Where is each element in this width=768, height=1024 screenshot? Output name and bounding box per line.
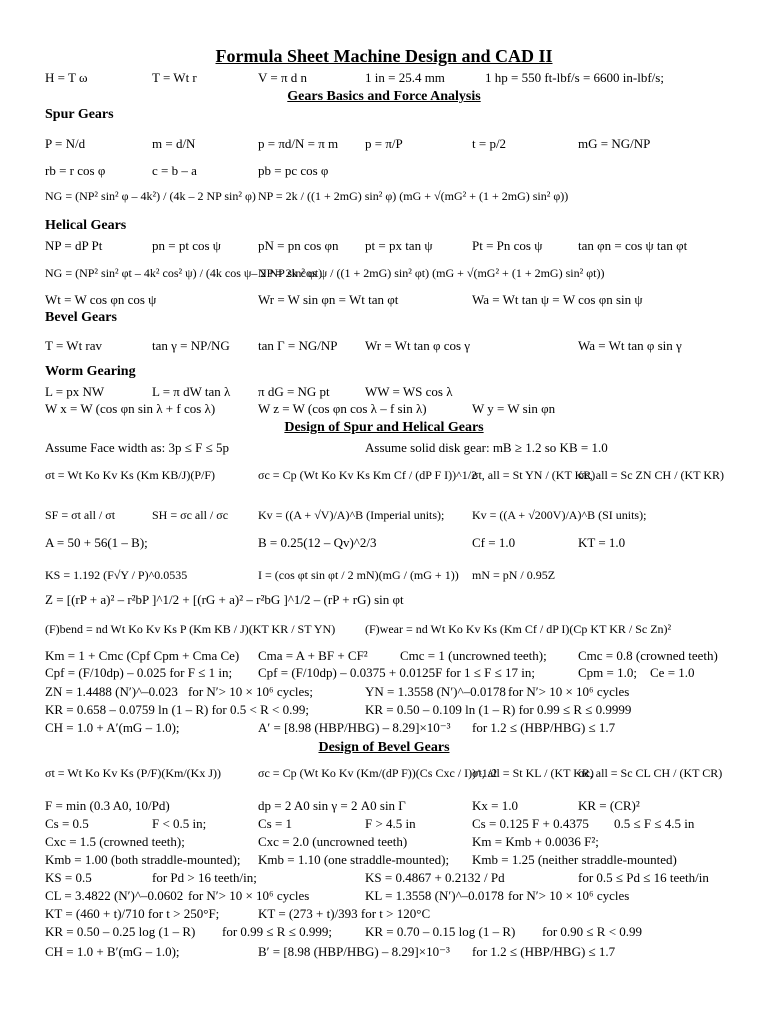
formula-cpm: Cpm = 1.0; bbox=[578, 665, 637, 680]
formula-bevel-torque: T = Wt rav bbox=[45, 338, 103, 353]
formula-allowable-contact: σc, all = Sc ZN CH / (KT KR) bbox=[578, 468, 724, 482]
formula-bevel-bending-stress: σt = Wt Ko Kv Ks (P/F)(Km/(Kx J)) bbox=[45, 766, 222, 780]
formula-kmb-both: Kmb = 1.00 (both straddle-mounted); bbox=[45, 852, 241, 867]
formula-km: Km = 1 + Cmc (Cpf Cpm + Cma Ce) bbox=[45, 648, 240, 663]
formula-wy: W y = W sin φn bbox=[472, 401, 556, 416]
condition-yn: for N′> 10 × 10⁶ cycles bbox=[508, 684, 630, 699]
formula-np-helical: NP = 2k cos ψ / ((1 + 2mG) sin² φt) (mG + √(mG² + (1 + 2mG) sin² φt)) bbox=[258, 266, 605, 280]
formula-wx: W x = W (cos φn sin λ + f cos λ) bbox=[45, 401, 216, 416]
formula-base-pitch: pb = pc cos φ bbox=[258, 163, 329, 178]
condition-zn: for N′> 10 × 10⁶ cycles; bbox=[188, 684, 313, 699]
formula-cmc-uncrowned: Cmc = 1 (uncrowned teeth); bbox=[400, 648, 547, 663]
formula-diametral-pitch: P = N/d bbox=[45, 136, 86, 151]
formula-lead: L = px NW bbox=[45, 384, 105, 399]
formula-b: B = 0.25(12 – Qv)^2/3 bbox=[258, 535, 377, 550]
formula-cl: CL = 3.4822 (N′)^–0.0602 bbox=[45, 888, 184, 903]
formula-bevel-contact-stress: σc = Cp (Wt Ko Kv (Km/(dP F))(Cs Cxc / I))^1/2 bbox=[258, 766, 498, 780]
formula-a-prime: A′ = [8.98 (HBP/HBG) – 8.29]×10⁻³ bbox=[258, 720, 451, 735]
formula-kx: Kx = 1.0 bbox=[472, 798, 518, 813]
formula-kr-high: KR = 0.50 – 0.109 ln (1 – R) for 0.99 ≤ R ≤ 0.9999 bbox=[365, 702, 632, 717]
formula-np-spur: NP = 2k / ((1 + 2mG) sin² φ) (mG + √(mG² + (1 + 2mG) sin² φ)) bbox=[258, 189, 569, 203]
condition-cl: for N′> 10 × 10⁶ cycles bbox=[188, 888, 310, 903]
conversion-inch: 1 in = 25.4 mm bbox=[365, 70, 445, 85]
formula-kmb-neither: Kmb = 1.25 (neither straddle-mounted) bbox=[472, 852, 677, 867]
formula-ks-bevel-mid: KS = 0.4867 + 0.2132 / Pd bbox=[365, 870, 505, 885]
formula-power: H = T ω bbox=[45, 70, 88, 85]
formula-tangential-force: Wt = W cos φn cos ψ bbox=[45, 292, 157, 307]
formula-bevel-radial: Wr = Wt tan φ cos γ bbox=[365, 338, 471, 353]
formula-worm-gear-pitch: π dG = NG pt bbox=[258, 384, 330, 399]
formula-kt: KT = 1.0 bbox=[578, 535, 626, 550]
formula-kr-bevel-low: KR = 0.70 – 0.15 log (1 – R) bbox=[365, 924, 516, 939]
formula-ce: Ce = 1.0 bbox=[650, 665, 695, 680]
condition-kr-bevel-low: for 0.90 ≤ R < 0.99 bbox=[542, 924, 643, 939]
formula-zn: ZN = 1.4488 (N′)^–0.023 bbox=[45, 684, 178, 699]
formula-cf: Cf = 1.0 bbox=[472, 535, 516, 550]
formula-lead-angle: L = π dW tan λ bbox=[152, 384, 231, 399]
formula-bevel-allowable-bending: σt, all = St KL / (KT KR) bbox=[472, 766, 594, 780]
formula-kr-low: KR = 0.658 – 0.0759 ln (1 – R) for 0.5 < R < 0.99; bbox=[45, 702, 309, 717]
formula-kl: KL = 1.3558 (N′)^–0.0178 bbox=[365, 888, 504, 903]
formula-ng-spur: NG = (NP² sin² φ – 4k²) / (4k – 2 NP sin² φ) bbox=[45, 189, 256, 203]
section-gear-basics: Gears Basics and Force Analysis bbox=[287, 89, 481, 104]
formula-kt-celsius: KT = (273 + t)/393 for t > 120°C bbox=[258, 906, 431, 921]
condition-cs-small: F < 0.5 in; bbox=[152, 816, 207, 831]
formula-normal-base-pitch: pN = pn cos φn bbox=[258, 238, 339, 253]
condition-ks-bevel-mid: for 0.5 ≤ Pd ≤ 16 teeth/in bbox=[578, 870, 709, 885]
formula-bevel-axial: Wa = Wt tan φ sin γ bbox=[578, 338, 682, 353]
formula-kv-si: Kv = ((A + √200V)/A)^B (SI units); bbox=[472, 508, 647, 522]
condition-kl: for N′> 10 × 10⁶ cycles bbox=[508, 888, 630, 903]
formula-contact-length: Z = [(rP + a)² – r²bP ]^1/2 + [(rG + a)² – r²bG ]^1/2 – (rP + rG) sin φt bbox=[45, 592, 404, 607]
formula-kr-bevel-high: KR = 0.50 – 0.25 log (1 – R) bbox=[45, 924, 196, 939]
formula-gear-ratio: mG = NG/NP bbox=[578, 136, 651, 151]
formula-radial-force: Wr = W sin φn = Wt tan φt bbox=[258, 292, 399, 307]
formula-velocity: V = π d n bbox=[258, 70, 308, 85]
subheading-worm-gearing: Worm Gearing bbox=[45, 364, 136, 379]
formula-face-width: F = min (0.3 A0, 10/Pd) bbox=[45, 798, 170, 813]
formula-transverse-dp: Pt = Pn cos ψ bbox=[472, 238, 543, 253]
formula-cs-mid: Cs = 0.125 F + 0.4375 bbox=[472, 816, 589, 831]
condition-hardness-bevel: for 1.2 ≤ (HBP/HBG) ≤ 1.7 bbox=[472, 944, 616, 959]
formula-kv-imperial: Kv = ((A + √V)/A)^B (Imperial units); bbox=[258, 508, 445, 522]
formula-load-sharing: mN = pN / 0.95Z bbox=[472, 568, 556, 582]
formula-cpf-large: Cpf = (F/10dp) – 0.0375 + 0.0125F for 1 ≤ F ≤ 17 in; bbox=[258, 665, 536, 680]
subheading-spur-gears: Spur Gears bbox=[45, 107, 114, 122]
formula-transverse-pitch: pt = px tan ψ bbox=[365, 238, 433, 253]
formula-sf: SF = σt all / σt bbox=[45, 508, 116, 522]
formula-b-prime: B′ = [8.98 (HBP/HBG) – 8.29]×10⁻³ bbox=[258, 944, 450, 959]
formula-a: A = 50 + 56(1 – B); bbox=[45, 535, 148, 550]
formula-bevel-allowable-contact: σc, all = Sc CL CH / (KT CR) bbox=[578, 766, 723, 780]
formula-cxc-uncrowned: Cxc = 2.0 (uncrowned teeth) bbox=[258, 834, 408, 849]
condition-hardness: for 1.2 ≤ (HBP/HBG) ≤ 1.7 bbox=[472, 720, 616, 735]
formula-contact-stress: σc = Cp (Wt Ko Kv Ks Km Cf / (dP F I))^1/2 bbox=[258, 468, 478, 482]
formula-module: m = d/N bbox=[152, 136, 196, 151]
formula-ks: KS = 1.192 (F√Y / P)^0.0535 bbox=[45, 568, 188, 582]
subheading-bevel-gears: Bevel Gears bbox=[45, 310, 117, 325]
formula-cpf-small: Cpf = (F/10dp) – 0.025 for F ≤ 1 in; bbox=[45, 665, 233, 680]
formula-bend-force: (F)bend = nd Wt Ko Kv Ks P (Km KB / J)(KT KR / ST YN) bbox=[45, 622, 336, 636]
formula-ch-bevel: CH = 1.0 + B′(mG – 1.0); bbox=[45, 944, 180, 959]
formula-ks-bevel: KS = 0.5 bbox=[45, 870, 92, 885]
formula-axial-force: Wa = Wt tan ψ = W cos φn sin ψ bbox=[472, 292, 643, 307]
assumption-face-width: Assume Face width as: 3p ≤ F ≤ 5p bbox=[45, 440, 229, 455]
formula-helical-np: NP = dP Pt bbox=[45, 238, 103, 253]
formula-gear-angle: tan Γ = NG/NP bbox=[258, 338, 338, 353]
formula-circular-pitch: p = πd/N = π m bbox=[258, 136, 339, 151]
formula-worm-force: WW = WS cos λ bbox=[365, 384, 453, 399]
formula-cs-large: Cs = 1 bbox=[258, 816, 293, 831]
formula-cma: Cma = A + BF + CF² bbox=[258, 648, 368, 663]
formula-kr-bevel: KR = (CR)² bbox=[578, 798, 640, 813]
condition-cs-mid: 0.5 ≤ F ≤ 4.5 in bbox=[614, 816, 695, 831]
formula-tooth-thickness: t = p/2 bbox=[472, 136, 507, 151]
formula-normal-pitch: pn = pt cos ψ bbox=[152, 238, 221, 253]
formula-wz: W z = W (cos φn cos λ – f sin λ) bbox=[258, 401, 427, 416]
subheading-helical-gears: Helical Gears bbox=[45, 218, 127, 233]
condition-kr-bevel-high: for 0.99 ≤ R ≤ 0.999; bbox=[222, 924, 332, 939]
formula-pinion-angle: tan γ = NP/NG bbox=[152, 338, 230, 353]
section-bevel-design: Design of Bevel Gears bbox=[318, 740, 450, 755]
conversion-hp: 1 hp = 550 ft-lbf/s = 6600 in-lbf/s; bbox=[485, 70, 664, 85]
formula-yn: YN = 1.3558 (N′)^–0.0178 bbox=[365, 684, 506, 699]
page-title: Formula Sheet Machine Design and CAD II bbox=[215, 46, 553, 66]
formula-geometry-factor: I = (cos φt sin φt / 2 mN)(mG / (mG + 1)) bbox=[258, 568, 459, 582]
formula-clearance: c = b – a bbox=[152, 163, 197, 178]
formula-torque: T = Wt r bbox=[152, 70, 197, 85]
formula-km-bevel: Km = Kmb + 0.0036 F²; bbox=[472, 834, 599, 849]
formula-base-radius: rb = r cos φ bbox=[45, 163, 106, 178]
formula-ng-helical: NG = (NP² sin² φt – 4k² cos² ψ) / (4k cos ψ– 2 NP sin² φt) bbox=[45, 266, 323, 280]
section-spur-helical-design: Design of Spur and Helical Gears bbox=[284, 420, 484, 435]
formula-cs-small: Cs = 0.5 bbox=[45, 816, 89, 831]
formula-wear-force: (F)wear = nd Wt Ko Kv Ks (Km Cf / dP I)(Cp KT KR / Sc Zn)² bbox=[365, 622, 672, 636]
formula-ch: CH = 1.0 + A′(mG – 1.0); bbox=[45, 720, 180, 735]
formula-pitch-diameter: dp = 2 A0 sin γ = 2 A0 sin Γ bbox=[258, 798, 406, 813]
formula-pitch-ratio: p = π/P bbox=[365, 136, 403, 151]
formula-allowable-bending: σt, all = St YN / (KT KR) bbox=[472, 468, 596, 482]
formula-cmc-crowned: Cmc = 0.8 (crowned teeth) bbox=[578, 648, 718, 663]
formula-kt-fahrenheit: KT = (460 + t)/710 for t > 250°F; bbox=[45, 906, 220, 921]
condition-cs-large: F > 4.5 in bbox=[365, 816, 416, 831]
formula-bending-stress: σt = Wt Ko Kv Ks (Km KB/J)(P/F) bbox=[45, 468, 216, 482]
formula-pressure-angle: tan φn = cos ψ tan φt bbox=[578, 238, 688, 253]
formula-kmb-one: Kmb = 1.10 (one straddle-mounted); bbox=[258, 852, 450, 867]
formula-sh: SH = σc all / σc bbox=[152, 508, 229, 522]
assumption-solid-disk: Assume solid disk gear: mB ≥ 1.2 so KB = 1.0 bbox=[365, 440, 608, 455]
condition-ks-bevel: for Pd > 16 teeth/in; bbox=[152, 870, 257, 885]
formula-cxc-crowned: Cxc = 1.5 (crowned teeth); bbox=[45, 834, 185, 849]
